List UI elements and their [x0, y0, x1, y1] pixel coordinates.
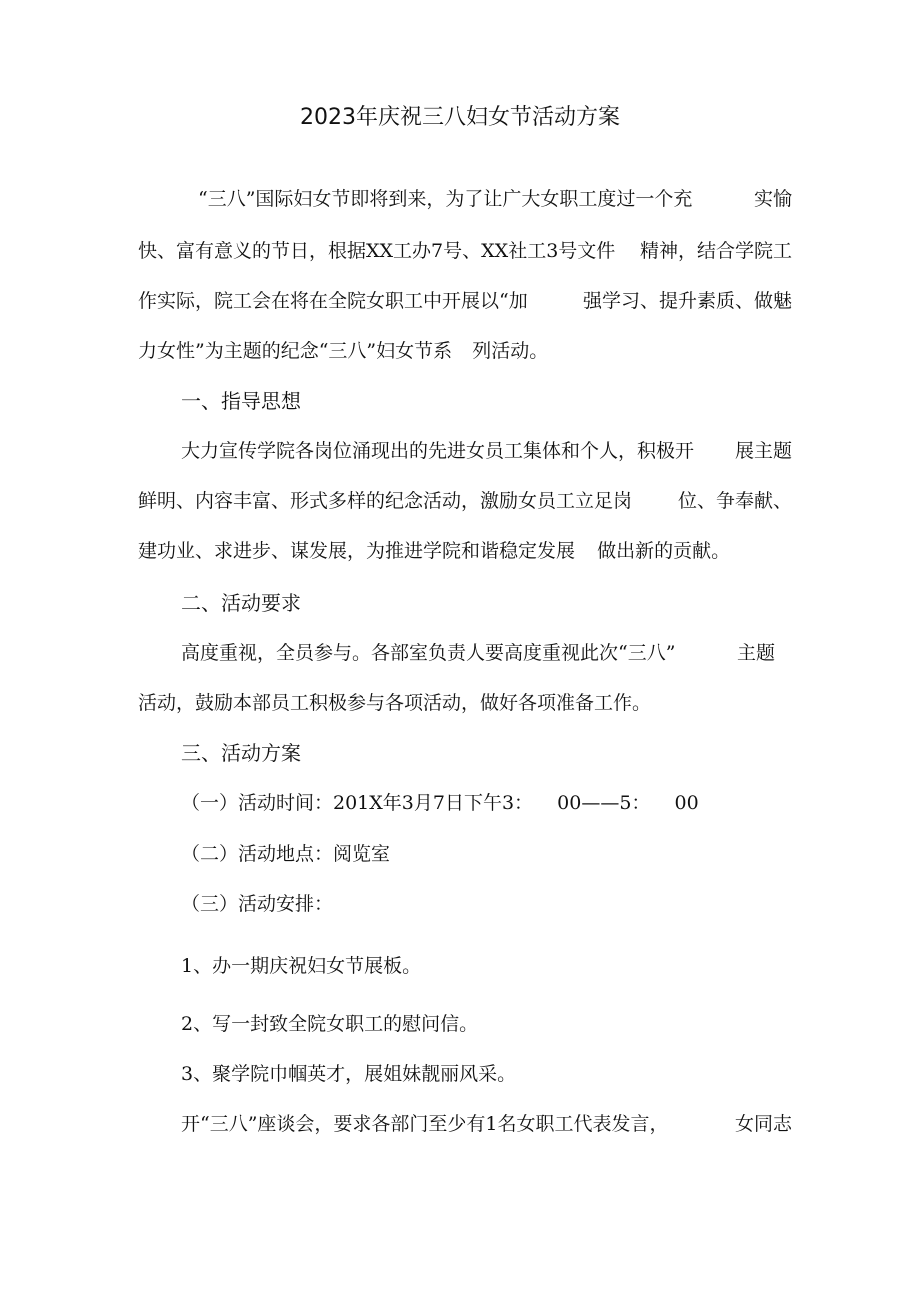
text-segment: 位、争奉献、 [677, 490, 792, 512]
text-segment: 力女性”为主题的纪念“三八”妇女节系 [138, 340, 453, 362]
text-segment: 强学习、提升素质、做魅 [582, 290, 792, 312]
text-segment: 女同志 [734, 1113, 792, 1135]
plan-item: （三）活动安排： [181, 893, 334, 915]
text-segment: 开“三八”座谈会，要求各部门至少有1名女职工代表发言， [181, 1113, 669, 1135]
paragraph-line [138, 537, 730, 565]
text-segment: 展主题 [734, 440, 792, 462]
paragraph-line [138, 237, 792, 265]
section-heading: 二、活动要求 [181, 591, 301, 615]
document-title: 2023年庆祝三八妇女节活动方案 [300, 105, 620, 130]
list-item: 3、聚学院巾帼英才，展姐妹靓丽风采。 [181, 1063, 517, 1085]
text-segment: 大力宣传学院各岗位涌现出的先进女员工集体和个人，积极开 [181, 440, 695, 462]
text-segment: 精神，结合学院工 [639, 240, 792, 262]
text-segment: 实愉 [753, 188, 792, 210]
section-heading: 三、活动方案 [181, 741, 301, 765]
text-segment: 列活动。 [472, 340, 549, 362]
text-segment: 高度重视，全员参与。各部室负责人要高度重视此次“三八” [181, 642, 676, 664]
list-item: 1、办一期庆祝妇女节展板。 [181, 955, 422, 977]
plan-item [181, 789, 699, 817]
section-heading: 一、指导思想 [181, 389, 301, 413]
text-segment: 00 [674, 792, 699, 814]
text-segment: 作实际，院工会在将在全院女职工中开展以“加 [138, 290, 528, 312]
text-segment: 00——5： [557, 792, 651, 814]
paragraph-line: 活动，鼓励本部员工积极参与各项活动，做好各项准备工作。 [138, 692, 652, 714]
paragraph-line [181, 639, 775, 667]
text-segment: （一）活动时间：201X年3月7日下午3： [181, 792, 534, 814]
paragraph-line [181, 1110, 792, 1138]
paragraph-line [138, 337, 548, 365]
text-segment: 主题 [736, 642, 775, 664]
paragraph-line [138, 287, 792, 315]
paragraph-line [181, 437, 792, 465]
text-segment: 建功业、求进步、谋发展，为推进学院和谐稳定发展 [138, 540, 576, 562]
text-segment: 快、富有意义的节日，根据XX工办7号、XX社工3号文件 [138, 240, 616, 262]
list-item: 2、写一封致全院女职工的慰问信。 [181, 1013, 479, 1035]
text-segment: 做出新的贡献。 [597, 540, 731, 562]
plan-item: （二）活动地点：阅览室 [181, 843, 391, 865]
text-segment: 鲜明、内容丰富、形式多样的纪念活动，激励女员工立足岗 [138, 490, 633, 512]
paragraph-line [198, 185, 792, 213]
text-segment: “三八”国际妇女节即将到来，为了让广大女职工度过一个充 [198, 188, 693, 210]
paragraph-line [138, 487, 792, 515]
